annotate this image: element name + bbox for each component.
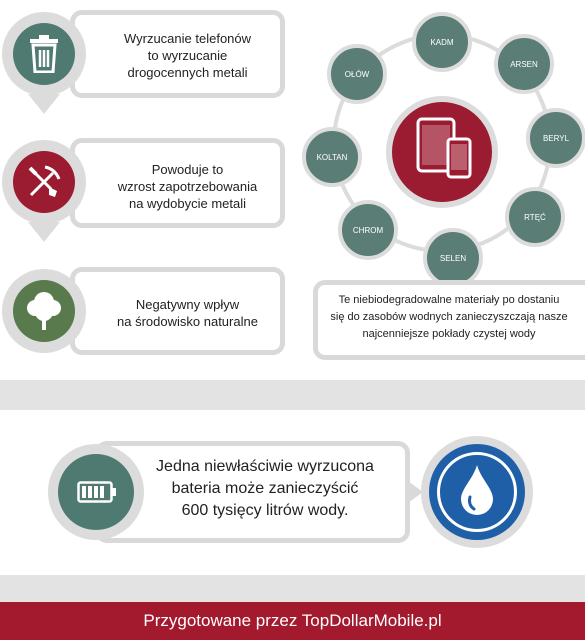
phone-tablet-icon [416,117,472,181]
metal-node-selen: SELEN [423,228,483,288]
footer-text: Przygotowane przez TopDollarMobile.pl [143,611,442,630]
tree-icon [26,290,62,332]
row-2-text: Powoduje to wzrost zapotrzebowania na wydobycie metali [117,162,258,211]
metal-node-arsen: ARSEN [494,34,554,94]
row-3-text: Negatywny wpływ na środowisko naturalne [117,297,258,329]
water-drop-icon [459,465,495,517]
battery-icon [77,481,117,503]
row-1-text: Wyrzucanie telefonów to wyrzucanie drogocennych metali [123,31,252,80]
metal-node-olow: OŁÓW [327,44,387,104]
metals-caption: Te niebiodegradowalne materiały po dostaniu się do zasobów wodnych zanieczyszczają nasze najcenniejsze pokłady czystej wody [330,294,568,340]
battery-text: Jedna niewłaściwie wyrzucona bateria może zanieczyścić 600 tysięcy litrów wody. [156,458,374,519]
metal-node-koltan: KOLTAN [302,127,362,187]
pickaxe-shovel-icon [27,165,61,199]
metal-node-kadm: KADM [412,12,472,72]
pointer-2 [28,222,60,242]
metal-node-rtec: RTĘĆ [505,187,565,247]
metal-node-beryl: BERYL [526,108,585,168]
metal-node-chrom: CHROM [338,200,398,260]
pointer-1 [28,94,60,114]
trash-icon [28,35,60,73]
